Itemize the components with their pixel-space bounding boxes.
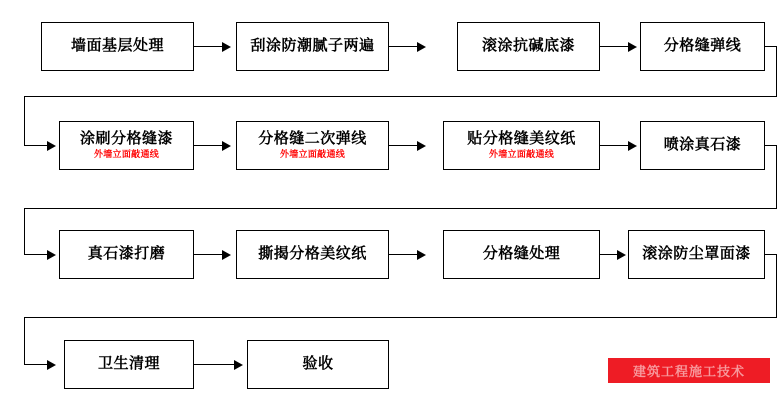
- node-label: 喷涂真石漆: [663, 136, 742, 154]
- arrow-head-icon: [417, 250, 426, 260]
- node-label: 滚涂抗碱底漆: [481, 37, 575, 55]
- process-node[interactable]: [443, 230, 600, 279]
- node-label: 分格缝处理: [482, 245, 561, 263]
- connector-line: [24, 208, 777, 209]
- connector-line: [24, 317, 777, 318]
- arrow-head-icon: [628, 141, 637, 151]
- connector-line: [600, 46, 630, 47]
- process-node[interactable]: [59, 230, 194, 279]
- node-label: 卫生清理: [97, 355, 160, 373]
- arrow-head-icon: [47, 360, 56, 370]
- node-sublabel: 外墙立面敲通线: [93, 149, 160, 160]
- node-label: 墙面基层处理: [70, 37, 164, 55]
- process-node[interactable]: [236, 230, 389, 279]
- connector-line: [194, 364, 236, 365]
- node-label: 刮涂防潮腻子两遍: [250, 37, 375, 55]
- process-node[interactable]: [628, 230, 765, 279]
- node-label: 分格缝弹线: [663, 37, 742, 55]
- connector-line: [389, 254, 419, 255]
- arrow-head-icon: [617, 250, 626, 260]
- node-label: 撕揭分格美纹纸: [258, 245, 367, 263]
- connector-line: [776, 145, 777, 209]
- arrow-head-icon: [234, 360, 243, 370]
- connector-line: [194, 46, 224, 47]
- connector-line: [600, 145, 630, 146]
- node-sublabel: 外墙立面敲通线: [488, 149, 555, 160]
- process-node[interactable]: [640, 22, 765, 71]
- arrow-head-icon: [417, 42, 426, 52]
- node-label: 验收: [302, 355, 334, 373]
- watermark-text: 建筑工程施工技术: [632, 364, 745, 379]
- arrow-head-icon: [47, 141, 56, 151]
- connector-line: [389, 145, 419, 146]
- process-node[interactable]: [59, 121, 194, 170]
- connector-line: [24, 96, 777, 97]
- arrow-head-icon: [222, 141, 231, 151]
- arrow-head-icon: [222, 42, 231, 52]
- connector-line: [194, 254, 224, 255]
- process-node[interactable]: [457, 22, 600, 71]
- connector-line: [776, 254, 777, 318]
- connector-line: [24, 96, 25, 146]
- connector-line: [389, 46, 419, 47]
- connector-line: [24, 317, 25, 365]
- arrow-head-icon: [628, 42, 637, 52]
- node-label: 真石漆打磨: [87, 245, 166, 263]
- connector-line: [194, 145, 224, 146]
- process-node[interactable]: [64, 340, 194, 389]
- terminator-node[interactable]: [247, 340, 389, 389]
- arrow-head-icon: [417, 141, 426, 151]
- process-node[interactable]: [236, 22, 389, 71]
- arrow-head-icon: [222, 250, 231, 260]
- node-label: 分格缝二次弹线: [258, 129, 367, 147]
- node-label: 贴分格缝美纹纸: [467, 129, 576, 147]
- process-node[interactable]: [443, 121, 600, 170]
- process-node[interactable]: [41, 22, 194, 71]
- process-node[interactable]: [640, 121, 765, 170]
- process-node[interactable]: [236, 121, 389, 170]
- connector-line: [776, 46, 777, 97]
- watermark-banner: [608, 358, 770, 383]
- node-label: 涂刷分格缝漆: [79, 129, 173, 147]
- connector-line: [24, 208, 25, 255]
- node-sublabel: 外墙立面敲通线: [279, 149, 346, 160]
- arrow-head-icon: [47, 250, 56, 260]
- node-label: 滚涂防尘罩面漆: [642, 245, 751, 263]
